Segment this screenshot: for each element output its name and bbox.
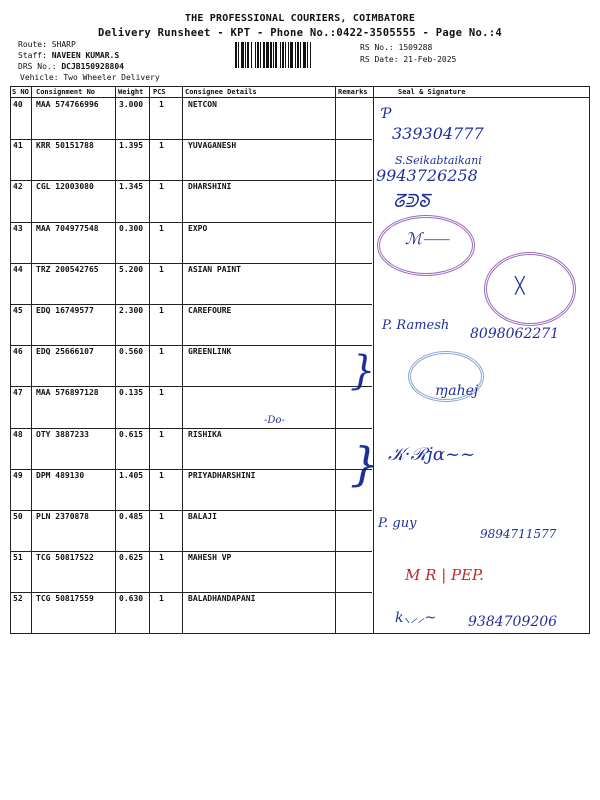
- cell-weight: 0.560: [119, 347, 144, 357]
- signature-42: ᘔᕲᘕ: [393, 191, 430, 212]
- row-divider: [10, 345, 372, 346]
- cell-sno: 44: [13, 264, 23, 274]
- runsheet-table: [10, 86, 590, 634]
- col-header-pcs: PCS: [153, 88, 166, 96]
- barcode: [233, 42, 353, 68]
- rs-date-label: RS Date:: [360, 55, 399, 64]
- row-divider: [10, 592, 372, 593]
- handwritten-note-51: M R | PEP.: [405, 566, 484, 584]
- cell-weight: 0.485: [119, 512, 144, 521]
- cell-pcs: 1: [159, 512, 164, 521]
- cell-weight: 3.000: [119, 100, 144, 109]
- cell-weight: 0.615: [119, 429, 144, 439]
- cell-pcs: 1: [159, 141, 164, 151]
- cell-consignee: CAREFOURE: [188, 306, 232, 315]
- cell-consignee: GREENLINK: [188, 347, 232, 357]
- cell-sno: 41: [13, 141, 23, 151]
- col-header-weight: Weight: [118, 88, 144, 96]
- drs-line: [18, 62, 124, 71]
- handwritten-phone-41: 9943726258: [376, 166, 478, 185]
- cell-consignment-no: EDQ 25666107: [36, 347, 94, 357]
- cell-pcs: 1: [159, 306, 164, 315]
- cell-consignment-no: TCG 50817559: [36, 594, 94, 604]
- row-divider: [10, 263, 372, 264]
- col-header-seal-signature: Seal & Signature: [398, 88, 466, 96]
- rs-no-label: RS No.:: [360, 43, 394, 52]
- cell-consignee: RISHIKA: [188, 429, 222, 439]
- cell-pcs: 1: [159, 264, 164, 274]
- handwritten-name-50: P. guy: [378, 516, 417, 531]
- row-divider: [10, 551, 372, 552]
- vehicle-line: [20, 73, 160, 82]
- signature-44: ╳: [515, 276, 525, 295]
- handwritten-name-41: S.Seikabtaikani: [395, 154, 482, 167]
- signature-43: ℳ⸺: [405, 229, 450, 248]
- row-divider: [10, 469, 372, 470]
- cell-sno: 52: [13, 594, 23, 604]
- cell-consignment-no: CGL 12003080: [36, 182, 94, 192]
- rs-date-value: 21-Feb-2025: [403, 55, 457, 64]
- cell-weight: 0.300: [119, 223, 144, 233]
- cell-weight: 2.300: [119, 306, 144, 315]
- handwritten-phone-52: 9384709206: [468, 614, 558, 630]
- cell-consignment-no: TRZ 200542765: [36, 264, 99, 274]
- col-header-sno: S NO: [12, 88, 29, 96]
- bracket-46-47: }: [350, 348, 376, 394]
- staff-value: NAVEEN KUMAR.S: [51, 51, 120, 60]
- cell-consignee: EXPO: [188, 223, 208, 233]
- cell-pcs: 1: [159, 553, 164, 563]
- signature-48-49: 𝒦·ℛjɑ~~: [388, 444, 476, 465]
- drs-value: DCJB150928804: [61, 62, 124, 71]
- cell-sno: 49: [13, 470, 23, 480]
- cell-sno: 40: [13, 100, 23, 109]
- cell-pcs: 1: [159, 470, 164, 480]
- cell-consignee: YUVAGANESH: [188, 141, 237, 151]
- cell-consignee: DHARSHINI: [188, 182, 232, 192]
- cell-pcs: 1: [159, 100, 164, 109]
- signature-40: Ƥ: [382, 106, 392, 122]
- cell-consignment-no: MAA 704977548: [36, 223, 99, 233]
- cell-pcs: 1: [159, 347, 164, 357]
- row-divider: [10, 304, 372, 305]
- handwritten-phone-40: 339304777: [392, 124, 484, 143]
- cell-sno: 50: [13, 512, 23, 521]
- rs-date-line: [360, 55, 456, 64]
- cell-consignment-no: MAA 576897128: [36, 388, 99, 398]
- row-divider: [10, 139, 372, 140]
- cell-sno: 45: [13, 306, 23, 315]
- route-line: [18, 40, 76, 49]
- cell-weight: 0.630: [119, 594, 144, 604]
- cell-consignee: BALADHANDAPANI: [188, 594, 256, 604]
- staff-label: Staff:: [18, 51, 47, 60]
- cell-weight: 0.135: [119, 388, 144, 398]
- signature-52: k⸜⸝⸝~: [395, 610, 437, 626]
- bracket-48-49: }: [350, 437, 380, 491]
- cell-sno: 42: [13, 182, 23, 192]
- cell-weight: 1.395: [119, 141, 144, 151]
- cell-sno: 46: [13, 347, 23, 357]
- handwritten-remark-47: -Do-: [264, 415, 285, 426]
- cell-consignment-no: KRR 50151788: [36, 141, 94, 151]
- cell-sno: 47: [13, 388, 23, 398]
- route-value: SHARP: [51, 40, 76, 49]
- cell-consignment-no: TCG 50817522: [36, 553, 94, 563]
- row-divider: [10, 222, 372, 223]
- vehicle-value: Two Wheeler Delivery: [63, 73, 160, 82]
- cell-sno: 48: [13, 429, 23, 439]
- col-header-consignment: Consignment No: [36, 88, 96, 96]
- cell-consignment-no: EDQ 16749577: [36, 306, 94, 315]
- handwritten-phone-50: 9894711577: [480, 527, 557, 541]
- cell-pcs: 1: [159, 223, 164, 233]
- route-label: Route:: [18, 40, 47, 49]
- cell-consignee: ASIAN PAINT: [188, 264, 241, 274]
- cell-pcs: 1: [159, 594, 164, 604]
- col-header-remarks: Remarks: [338, 88, 368, 96]
- runsheet-subtitle: Delivery Runsheet - KPT - Phone No.:0422-3505555 - Page No.:4: [98, 27, 502, 39]
- cell-consignee: NETCON: [188, 100, 217, 109]
- staff-line: [18, 51, 119, 60]
- cell-sno: 43: [13, 223, 23, 233]
- rs-no-value: 1509288: [398, 43, 433, 52]
- cell-consignee: BALAJI: [188, 512, 217, 521]
- cell-sno: 51: [13, 553, 23, 563]
- company-stamp-44: [484, 252, 576, 326]
- cell-consignee: MAHESH VP: [188, 553, 232, 563]
- cell-consignment-no: PLN 2370878: [36, 512, 89, 521]
- row-divider: [10, 510, 372, 511]
- cell-pcs: 1: [159, 429, 164, 439]
- row-divider: [10, 386, 372, 387]
- cell-weight: 5.200: [119, 264, 144, 274]
- row-divider: [10, 180, 372, 181]
- cell-consignment-no: DPM 489130: [36, 470, 85, 480]
- handwritten-name-45: P. Ramesh: [382, 318, 450, 333]
- cell-weight: 1.405: [119, 470, 144, 480]
- row-divider: [10, 428, 372, 429]
- rs-no-line: [360, 43, 432, 52]
- vehicle-label: Vehicle:: [20, 73, 59, 82]
- signature-47: ɱahej: [435, 383, 479, 399]
- cell-weight: 0.625: [119, 553, 144, 563]
- cell-weight: 1.345: [119, 182, 144, 192]
- drs-label: DRS No.:: [18, 62, 57, 71]
- col-header-consignee: Consignee Details: [185, 88, 257, 96]
- cell-consignment-no: OTY 3887233: [36, 429, 89, 439]
- handwritten-phone-45: 8098062271: [470, 326, 560, 342]
- cell-consignment-no: MAA 574766996: [36, 100, 99, 109]
- company-title: THE PROFESSIONAL COURIERS, COIMBATORE: [184, 13, 416, 24]
- cell-pcs: 1: [159, 182, 164, 192]
- cell-consignee: PRIYADHARSHINI: [188, 470, 256, 480]
- cell-pcs: 1: [159, 388, 164, 398]
